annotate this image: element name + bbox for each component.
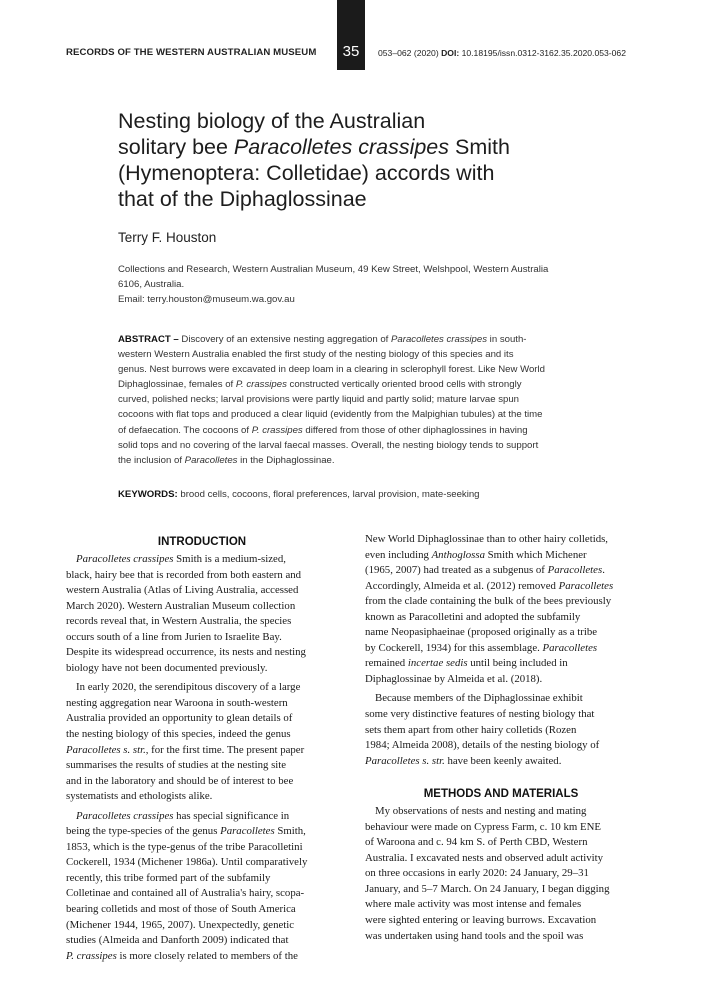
keywords: [118, 489, 480, 500]
abstract: ABSTRACT – Discovery of an extensive nesting aggregation of Paracolletes crassipes in south- western Western Australia enabled the first study of the nesting biology of this species and its genus. Nest burrows were excavated in deep loam in a clearing in sclerophyll forest. Like New World Diphaglossinae, females of P. crassipes constructed vertically oriented brood cells with strongly curved, polished necks; larval provisions were partly liquid and partly solid; mature larvae spun cocoons with flat tops and produced a clear liquid (evidently from the Malpighian tubules) at the time of defaecation. The cocoons of P. crassipes differed from those of other diphaglossines in having solid tops and no covering of the larval faecal masses. Overall, the nesting biology tends to support the inclusion of Paracolletes in the Diphaglossinae.: [118, 334, 545, 466]
left-column: [66, 534, 338, 964]
paragraph: My observations of nests and nesting and mating behaviour were made on Cypress Farm, c. 10 km ENE of Waroona and c. 94 km S. of Perth CBD, Western Australia. I excavated nests and observed adult activity on three occasions in early 2020: 24 January, 29–31 January, and 5–7 March. On 24 January, I began digging where male activity was most intense and females were sighted entering or leaving burrows. Excavation was undertaken using hand tools and the spoil was: [365, 805, 610, 942]
paragraph: Paracolletes crassipes Smith is a medium-sized, black, hairy bee that is recorded from both eastern and western Australia (Atlas of Living Australia, accessed March 2020). Western Australian Museum collection records reveal that, in Western Australia, the species occurs south of a line from Jurien to Israelite Bay. Despite its widespread occurrence, its nests and nesting biology have not been documented previously.: [66, 553, 306, 674]
right-column: [365, 532, 637, 944]
journal-title: RECORDS OF THE WESTERN AUSTRALIAN MUSEUM: [66, 47, 317, 58]
page-range: 053–062 (2020): [378, 48, 439, 58]
paragraph: Because members of the Diphaglossinae exhibit some very distinctive features of nesting biology that sets them apart from other hairy colletids (Rozen 1984; Almeida 2008), details of the nesting biology of Paracolletes s. str. have been keenly awaited.: [365, 692, 600, 767]
title-line: (Hymenoptera: Colletidae) accords with: [118, 161, 495, 185]
email-link[interactable]: Email: terry.houston@museum.wa.gov.au: [118, 294, 295, 305]
species-name: Paracolletes crassipes: [233, 135, 450, 159]
title-line: that of the Diphaglossinae: [118, 187, 367, 211]
doi-line: [378, 48, 626, 58]
keywords-label: KEYWORDS:: [118, 489, 178, 500]
paragraph: Paracolletes crassipes has special significance in being the type-species of the genus Paracolletes Smith, 1853, which is the type-genus of the tribe Paracolletini Cockerell, 1934 (Michener 1986a). Until comparatively recently, this tribe formed part of the subfamily Colletinae and contained all of Australia's hairy, scopa- bearing colletids and most of those of South America (Michener 1944, 1965, 2007). Unexpectedly, genetic studies (Almeida and Danforth 2009) indicated that P. crassipes is more closely related to members of the: [66, 809, 308, 962]
author-email: [118, 294, 295, 305]
paragraph: New World Diphaglossinae than to other hairy colletids, even including Anthoglossa Smith which Michener (1965, 2007) had treated as a subgenus of Paracolletes. Accordingly, Almeida et al. (2012) removed Paracolletes from the clade containing the bulk of the bees previously known as Paracolletini and adopted the subfamily name Neopasiphaeinae (proposed originally as a tribe by Cockerell, 1934) for this assemblage. Paracolletes remained incertae sedis until being included in Diphaglossinae by Almeida et al. (2018).: [365, 533, 614, 685]
page-number: 35: [342, 43, 360, 60]
abstract-label: ABSTRACT –: [118, 334, 179, 345]
keywords-text: brood cells, cocoons, floral preferences, larval provision, mate-seeking: [177, 489, 480, 500]
author-name: Terry F. Houston: [118, 230, 217, 245]
title-line: Nesting biology of the Australian: [118, 109, 426, 133]
doi-value: 10.18195/issn.0312-3162.35.2020.053-062: [461, 48, 626, 58]
section-heading-methods: METHODS AND MATERIALS: [423, 788, 579, 801]
doi-label: DOI:: [441, 48, 460, 58]
author-affiliation: Collections and Research, Western Australian Museum, 49 Kew Street, Welshpool, Western Australia 6106, Australia.: [118, 264, 549, 290]
article-title: [118, 108, 588, 212]
paragraph: In early 2020, the serendipitous discovery of a large nesting aggregation near Waroona in south-western Australia provided an opportunity to glean details of the nesting biology of this species, indeed the genus Paracolletes s. str., for the first time. The present paper summarises the results of studies at the nesting site and in the laboratory and should be of interest to bee systematists and ethologists alike.: [66, 681, 305, 803]
page-header: [0, 0, 704, 70]
section-heading-introduction: INTRODUCTION: [157, 536, 247, 548]
title-line: solitary bee Paracolletes crassipes Smith: [118, 135, 510, 159]
